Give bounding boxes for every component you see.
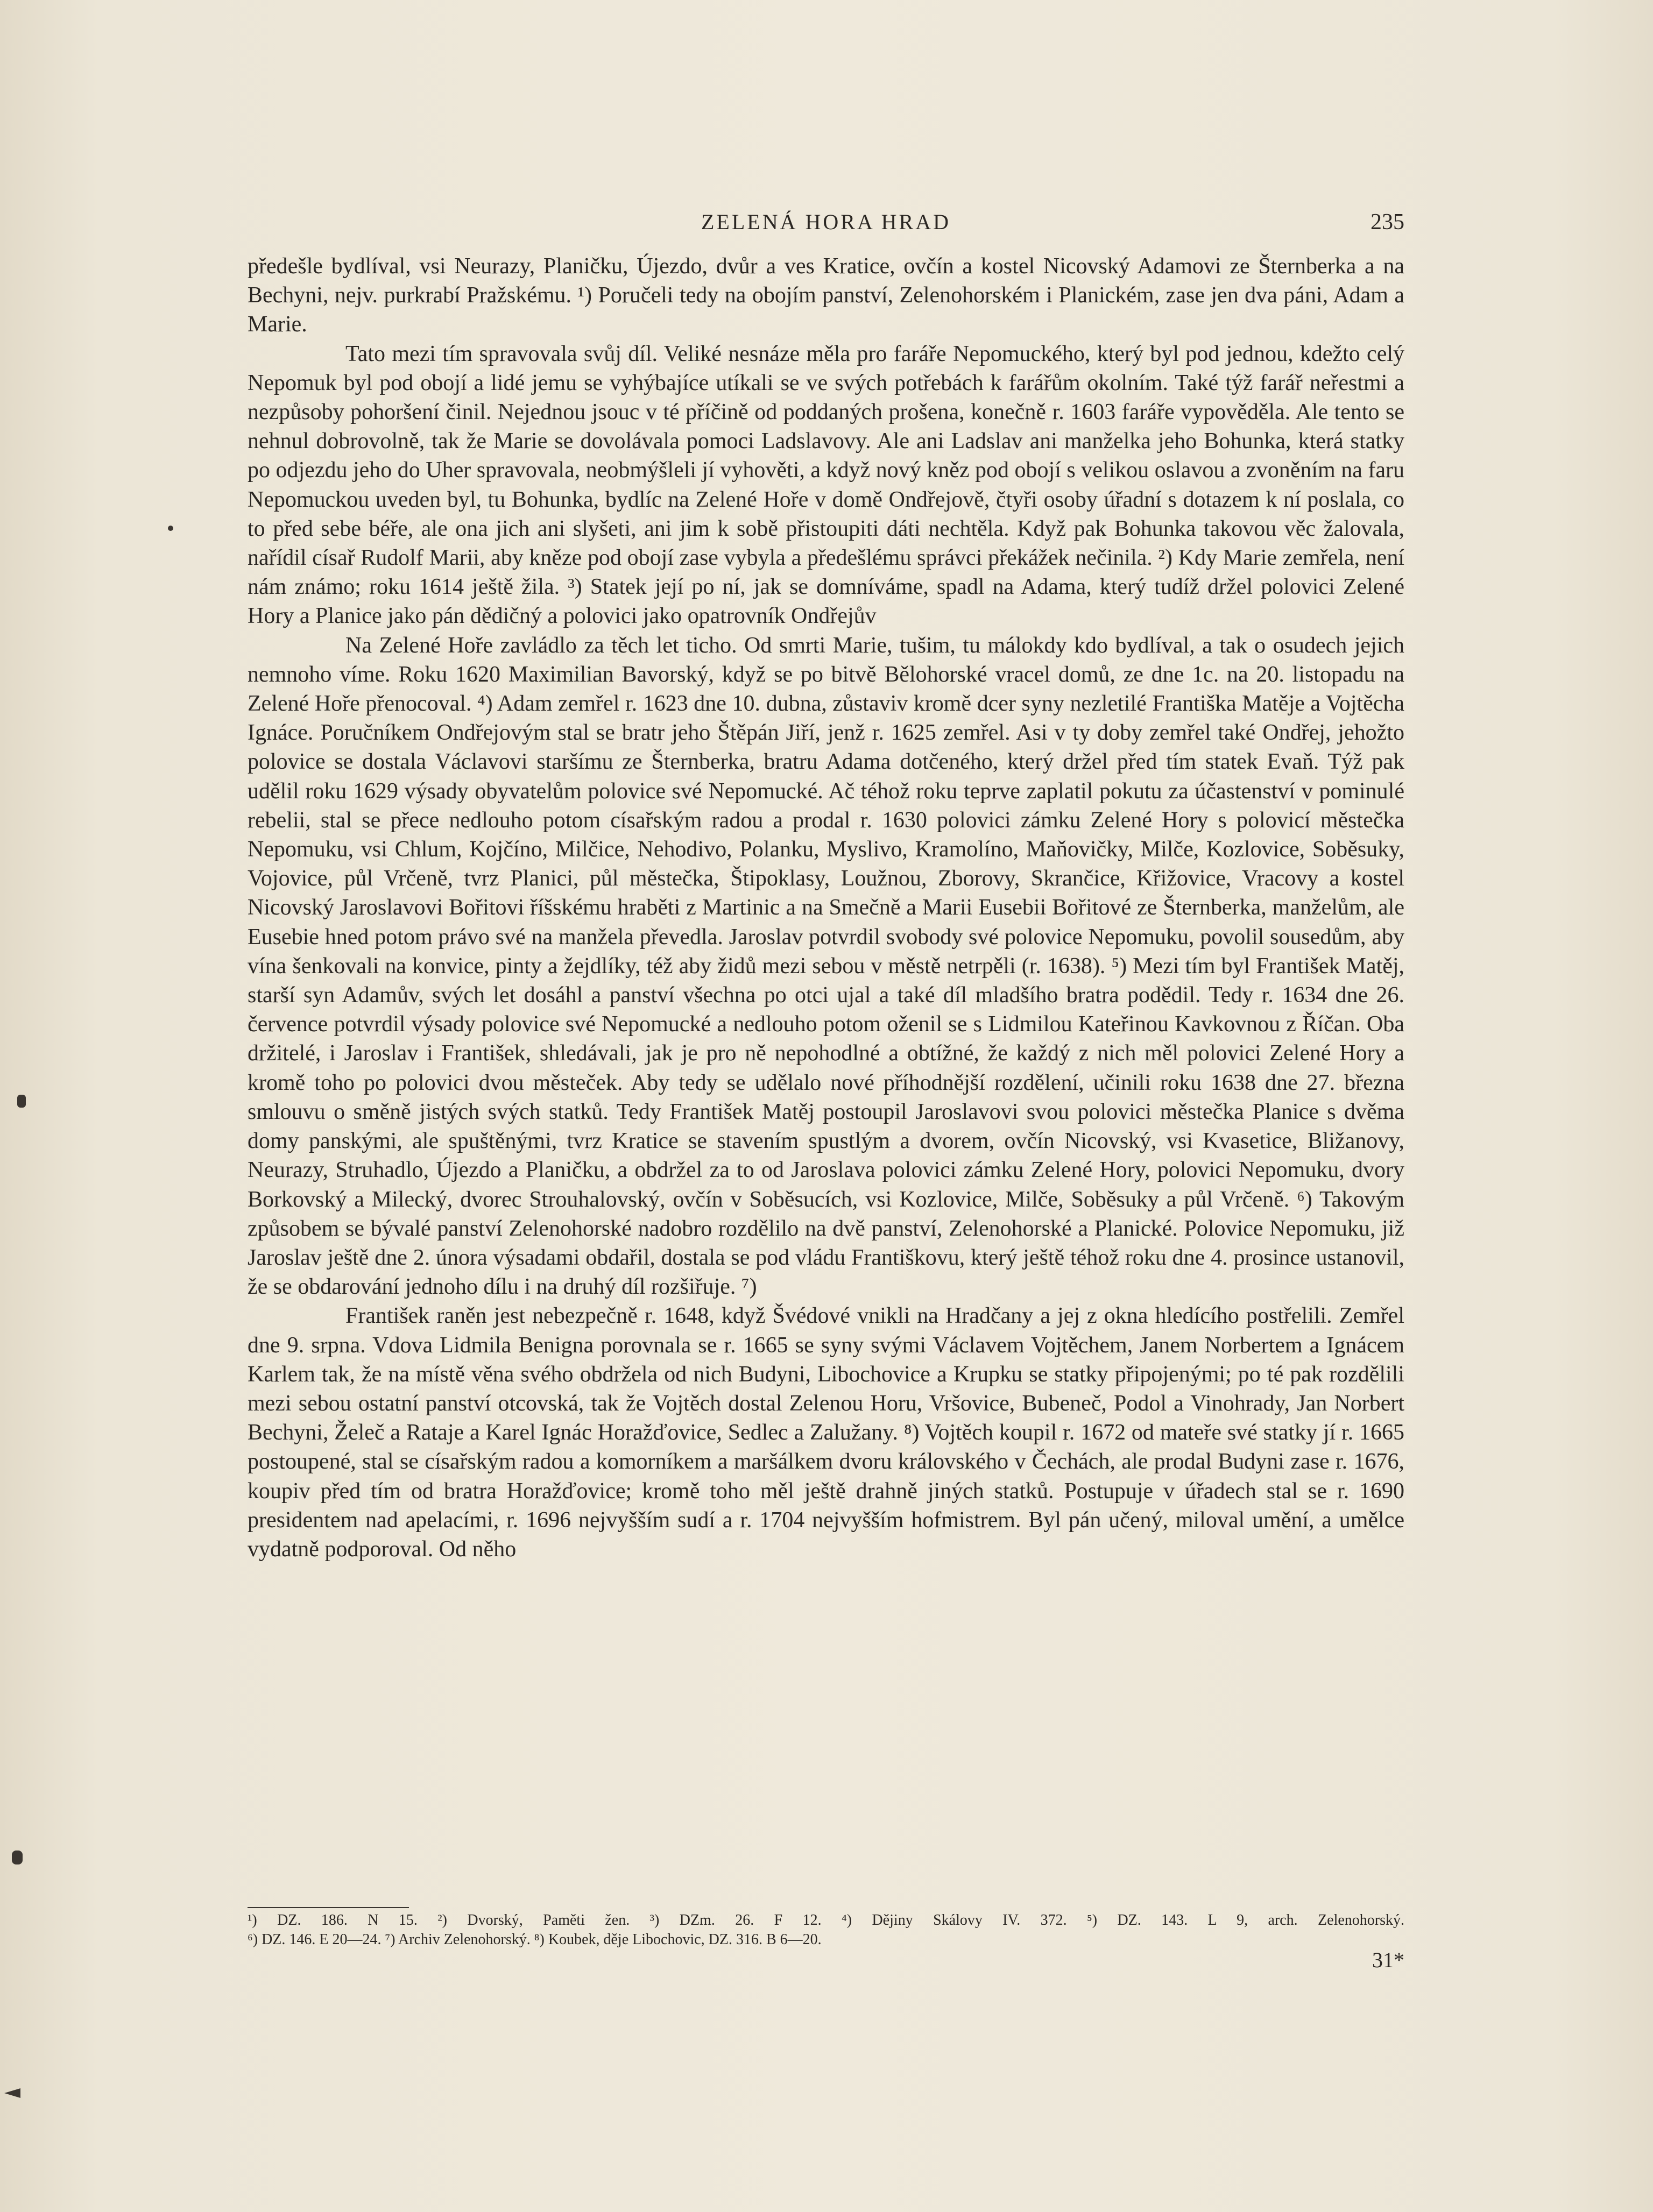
body-text [248, 252, 1404, 1564]
page-header [248, 203, 1404, 241]
footnote-line-1: ¹) DZ. 186. N 15. ²) Dvorský, Paměti žen. ³) DZm. 26. F 12. ⁴) Dějiny Skálovy IV. 372. ⁵) DZ. 143. L 9, arch. Zelenohorský. [248, 1912, 1404, 1929]
margin-dot-mark [168, 526, 173, 531]
margin-arrow-icon [4, 2088, 20, 2098]
footnotes [248, 1911, 1404, 1949]
margin-ink-mark [12, 1851, 23, 1864]
running-title: ZELENÁ HORA HRAD [701, 210, 951, 234]
footnote-line-2: ⁶) DZ. 146. E 20—24. ⁷) Archiv Zelenohorský. ⁸) Koubek, děje Libochovic, DZ. 316. B 6—20. [248, 1931, 822, 1948]
signature-mark: 31* [1372, 1948, 1404, 1972]
page-number: 235 [1371, 210, 1404, 235]
margin-ink-mark [17, 1095, 26, 1108]
paragraph-3: Na Zelené Hoře zavládlo za těch let ticho. Od smrti Marie, tušim, tu málokdy kdo bydlíval, a tak o osudech jejich nemnoho víme. Roku 1620 Maximilian Bavorský, když se po bitvě Bělohorské vracel domů, ze dne 1c. na 20. listopadu na Zelené Hoře přenocoval. ⁴) Adam zemřel r. 1623 dne 10. dubna, zůstaviv kromě dcer syny nezletilé Františka Matěje a Vojtěcha Ignáce. Poručníkem Ondřejovým stal se bratr jeho Štěpán Jiří, jenž r. 1625 zemřel. Asi v ty doby zemřel také Ondřej, jehožto polovice se dostala Václavovi staršímu ze Šternberka, bratru Adama dotčeného, který držel před tím statek Evaň. Týž pak udělil roku 1629 výsady obyvatelům polovice své Nepomucké. Ač téhož roku teprve zaplatil pokutu za účastenství v pominulé rebelii, stal se přece nedlouho potom císařským radou a prodal r. 1630 polovici zámku Zelené Hory s polovicí městečka Nepomuku, vsi Chlum, Kojčíno, Milčice, Nehodivo, Polanku, Myslivo, Kramolíno, Maňovičky, Milče, Kozlovice, Soběsuky, Vojovice, půl Vrčeně, tvrz Planici, půl městečka, Štipoklasy, Loužnou, Zborovy, Skrančice, Křižovice, Vracovy a kostel Nicovský Jaroslavovi Bořitovi říšskému hraběti z Martinic a na Smečně a Marii Eusebii Bořitové ze Šternberka, manželům, ale Eusebie hned potom právo své na manžela převedla. Jaroslav potvrdil svobody své polovice Nepomuku, povolil sousedům, aby vína šenkovali na konvice, pinty a žejdlíky, též aby židů mezi sebou v městě netrpěli (r. 1638). ⁵) Mezi tím byl František Matěj, starší syn Adamův, svých let dosáhl a panství všechna po otci ujal a také díl mladšího bratra podědil. Tedy r. 1634 dne 26. července potvrdil výsady polovice své Nepomucké a nedlouho potom oženil se s Lidmilou Kateřinou Kavkovnou z Říčan. Oba držitelé, i Jaroslav i František, shledávali, jak je pro ně nepohodlné a obtížné, že každý z nich měl polovici Zelené Hory a kromě toho po polovici dvou městeček. Aby tedy se udělalo nové příhodnější rozdělení, učinili roku 1638 dne 27. března smlouvu o směně jistých svých statků. Tedy František Matěj postoupil Jaroslavovi svou polovici městečka Planice s dvěma domy panskými, ale spuštěnými, tvrz Kratice se stavením spustlým a dvorem, ovčín Nicovský, vsi Kvasetice, Bližanovy, Neurazy, Struhadlo, Újezdo a Planičku, a obdržel za to od Jaroslava polovici zámku Zelené Hory, polovici Nepomuku, dvory Borkovský a Milecký, dvorec Strouhalovský, ovčín v Soběsucích, vsi Kozlovice, Milče, Soběsuky a půl Vrčeně. ⁶) Takovým způsobem se bývalé panství Zelenohorské nadobro rozdělilo na dvě panství, Zelenohorské a Planické. Polovice Nepomuku, již Jaroslav ještě dne 2. února výsadami obdařil, dostala se pod vládu Františkovu, který ještě téhož roku dne 4. prosince ustanovil, že se obdarování jednoho dílu i na druhý díl rozšiřuje. ⁷) [248, 633, 1404, 1300]
paragraph-2: Tato mezi tím spravovala svůj díl. Veliké nesnáze měla pro faráře Nepomuckého, který byl pod jednou, kdežto celý Nepomuk byl pod obojí a lidé jemu se vyhýbajíce utíkali se ve svých potřebách k farářům okolním. Také týž farář neřestmi a nezpůsoby pohoršení činil. Nejednou jsouc v té příčině od poddaných prošena, konečně r. 1603 faráře vypověděla. Ale tento se nehnul dobrovolně, tak že Marie se dovolávala pomoci Ladslavovy. Ale ani Ladslav ani manželka jeho Bohunka, která statky po odjezdu jeho do Uher spravovala, neobmýšleli jí vyhověti, a když nový kněz pod obojí s velikou oslavou a zvoněním na faru Nepomuckou uveden byl, tu Bohunka, bydlíc na Zelené Hoře v domě Ondřejově, čtyři osoby úřadní s dotazem k ní poslala, co to před sebe béře, ale ona jich ani slyšeti, ani jim k sobě přistoupiti dáti nechtěla. Když pak Bohunka takovou věc žalovala, nařídil císař Rudolf Marii, aby kněze pod obojí zase vybyla a předešlému správci překážek nečinila. ²) Kdy Marie zemřela, není nám známo; roku 1614 ještě žila. ³) Statek její po ní, jak se domníváme, spadl na Adama, který tudíž držel polovici Zelené Hory a Planice jako pán dědičný a polovici jako opatrovník Ondřejův [248, 341, 1404, 629]
paragraph-1: předešle bydlíval, vsi Neurazy, Planičku, Újezdo, dvůr a ves Kratice, ovčín a kostel Nicovský Adamovi ze Šternberka a na Bechyni, nejv. purkrabí Pražskému. ¹) Poručeli tedy na obojím panství, Zelenohorském i Planickém, zase jen dva páni, Adam a Marie. [248, 254, 1404, 337]
footnote-divider [248, 1907, 409, 1908]
paragraph-4: František raněn jest nebezpečně r. 1648, když Švédové vnikli na Hradčany a jej z okna hledícího postřelili. Zemřel dne 9. srpna. Vdova Lidmila Benigna porovnala se r. 1665 se syny svými Václavem Vojtěchem, Janem Norbertem a Ignácem Karlem tak, že na místě věna svého obdržela od nich Budyni, Libochovice a Krupku se statky připojenými; po té pak rozdělili mezi sebou ostatní panství otcovská, tak že Vojtěch dostal Zelenou Horu, Vršovice, Bubeneč, Podol a Vinohrady, Jan Norbert Bechyni, Želeč a Rataje a Karel Ignác Horažďovice, Sedlec a Zalužany. ⁸) Vojtěch koupil r. 1672 od mateře své statky jí r. 1665 postoupené, stal se císařským radou a komorníkem a maršálkem dvoru královského v Čechách, ale prodal Budyni zase r. 1676, koupiv před tím od bratra Horažďovice; kromě toho měl ještě drahně jiných statků. Postupuje v úřadech stal se r. 1690 presidentem nad apelacími, r. 1696 nejvyšším sudí a r. 1704 nejvyšším hofmistrem. Byl pán učený, miloval umění, a umělce vydatně podporoval. Od něho [248, 1303, 1404, 1562]
